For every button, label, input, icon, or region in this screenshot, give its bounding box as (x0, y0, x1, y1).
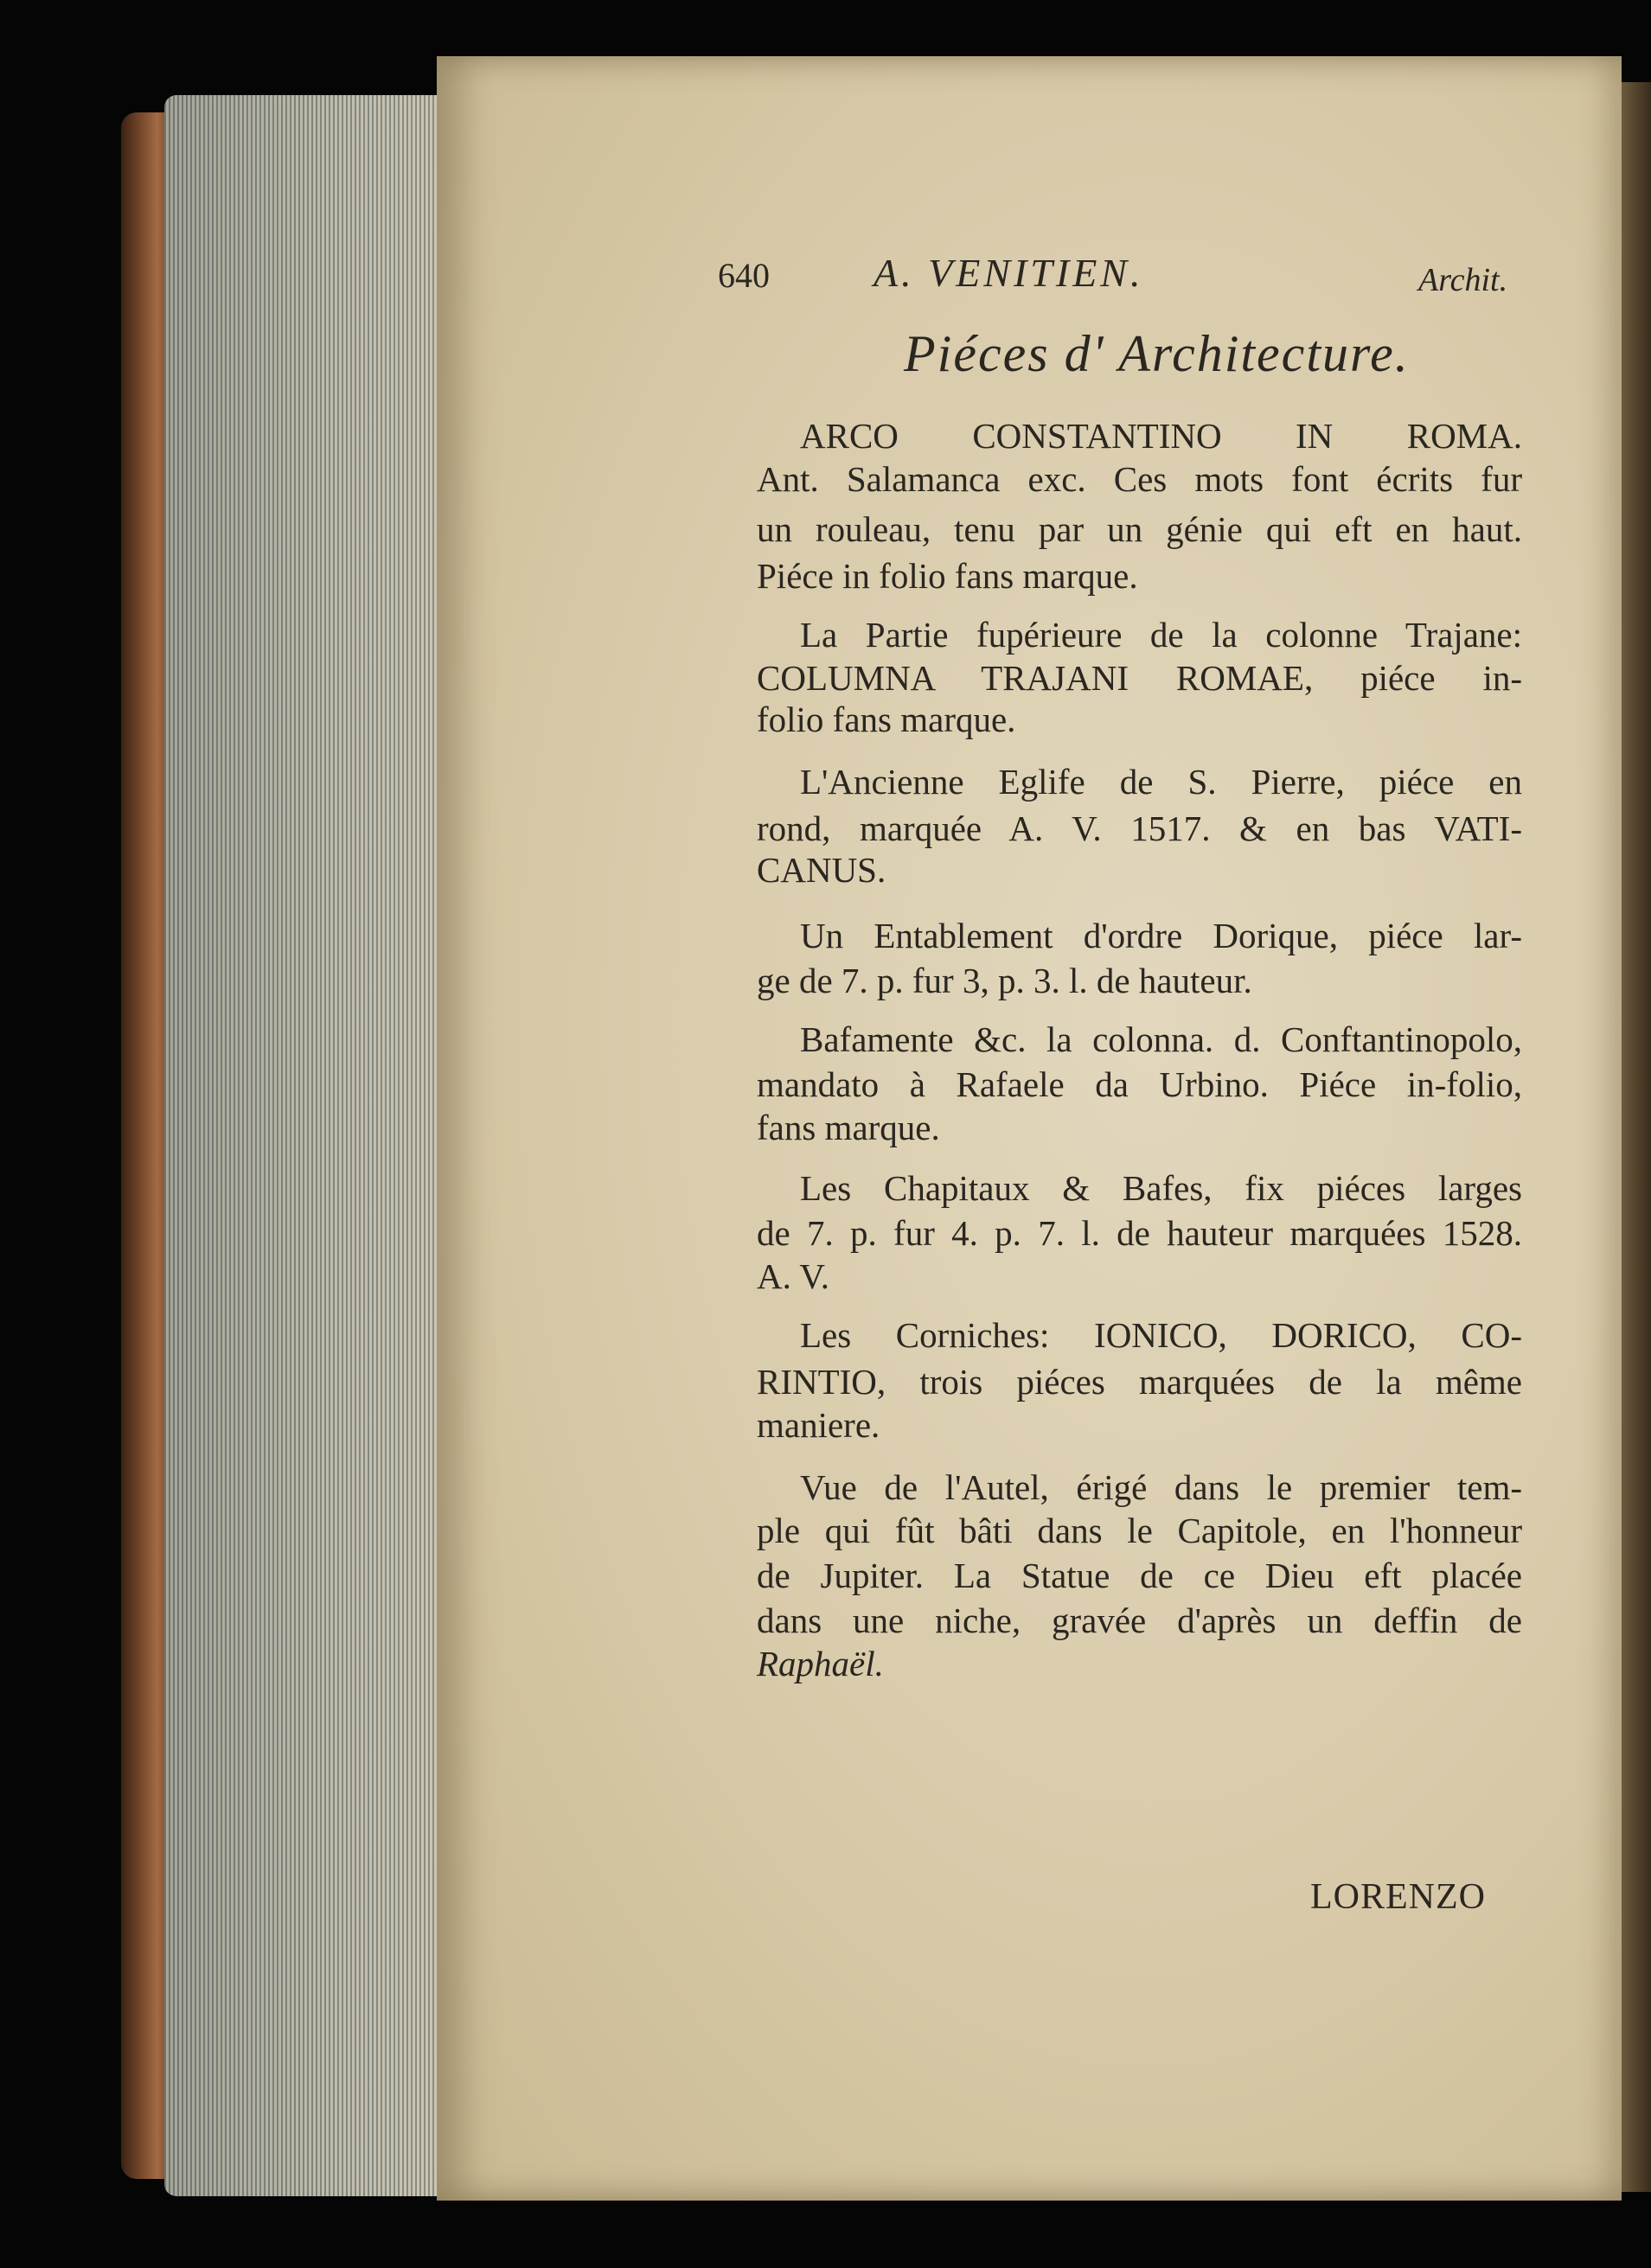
text-line: COLUMNA TRAJANI ROMAE, piéce in- (757, 658, 1522, 698)
text-line: dans une niche, gravée d'après un deffin de (757, 1600, 1522, 1640)
text-line: Piéce in folio fans marque. (757, 556, 1138, 596)
text-line: ple qui fût bâti dans le Capitole, en l'honneur (757, 1511, 1522, 1550)
text-line: fans marque. (757, 1108, 940, 1147)
page-number: 640 (718, 256, 770, 295)
section-title: Piéces d' Architecture. (904, 325, 1410, 382)
catchword: LORENZO (1310, 1877, 1486, 1917)
text-line: folio fans marque. (757, 700, 1016, 739)
text-line: A. V. (757, 1256, 829, 1296)
text-line: La Partie fupérieure de la colonne Trajane: (800, 615, 1522, 655)
section-tag: Archit. (1418, 262, 1508, 298)
text-line: Raphaël. (757, 1644, 884, 1683)
text-line: mandato à Rafaele da Urbino. Piéce in-folio, (757, 1064, 1522, 1104)
text-line: de Jupiter. La Statue de ce Dieu eft placée (757, 1556, 1522, 1595)
text-line: RINTIO, trois piéces marquées de la même (757, 1362, 1522, 1402)
text-line: de 7. p. fur 4. p. 7. l. de hauteur marquées 1528. (757, 1213, 1522, 1253)
text-line: Ant. Salamanca exc. Ces mots font écrits fur (757, 459, 1522, 499)
text-line: CANUS. (757, 850, 886, 890)
text-line: Les Chapitaux & Bafes, fix piéces larges (800, 1168, 1522, 1208)
text-line: un rouleau, tenu par un génie qui eft en haut. (757, 509, 1522, 549)
facing-page-edge (1622, 82, 1651, 2192)
text-line: L'Ancienne Eglife de S. Pierre, piéce en (800, 762, 1522, 802)
text-line: ge de 7. p. fur 3, p. 3. l. de hauteur. (757, 961, 1252, 1000)
text-line: Les Corniches: IONICO, DORICO, CO- (800, 1315, 1522, 1355)
text-line: Bafamente &c. la colonna. d. Conftantinopolo, (800, 1019, 1522, 1059)
running-title: A. VENITIEN. (873, 251, 1144, 295)
text-line: Un Entablement d'ordre Dorique, piéce lar- (800, 916, 1522, 955)
text-line: rond, marquée A. V. 1517. & en bas VATI- (757, 808, 1522, 848)
text-line: Vue de l'Autel, érigé dans le premier tem- (800, 1467, 1522, 1507)
text-line: ARCO CONSTANTINO IN ROMA. (800, 416, 1522, 456)
text-line: maniere. (757, 1405, 880, 1445)
